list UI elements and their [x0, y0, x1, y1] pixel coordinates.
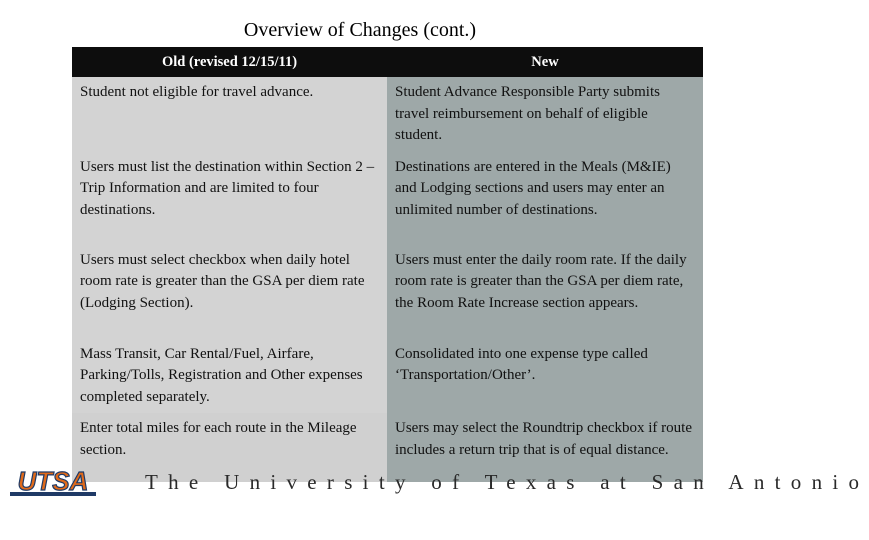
cell-new: Users must enter the daily room rate. If the daily room rate is greater than the GSA per diem rate, the Room Rate Increase section appears. [387, 245, 703, 339]
university-name: The University of Texas at San Antonio [145, 470, 869, 494]
cell-old: Users must select checkbox when daily hotel room rate is greater than the GSA per diem rate (Lodging Section). [72, 245, 387, 339]
table-row [72, 339, 703, 414]
slide-title: Overview of Changes (cont.) [243, 19, 477, 41]
cell-old: Enter total miles for each route in the Mileage section. [72, 413, 387, 482]
logo-text: UTSA [17, 466, 89, 496]
changes-table [72, 47, 703, 482]
table-row [72, 77, 703, 152]
header-old: Old (revised 12/15/11) [72, 47, 387, 77]
cell-old: Users must list the destination within Section 2 – Trip Information and are limited to four destinations. [72, 152, 387, 245]
table-row [72, 152, 703, 245]
cell-new: Consolidated into one expense type called ‘Transportation/Other’. [387, 339, 703, 414]
cell-old: Student not eligible for travel advance. [72, 77, 387, 152]
table-header-row [72, 47, 703, 77]
cell-new: Destinations are entered in the Meals (M&IE) and Lodging sections and users may enter an unlimited number of destinations. [387, 152, 703, 245]
cell-new: Student Advance Responsible Party submits travel reimbursement on behalf of eligible student. [387, 77, 703, 152]
table-row [72, 245, 703, 339]
utsa-logo [8, 462, 98, 502]
cell-new: Users may select the Roundtrip checkbox if route includes a return trip that is of equal distance. [387, 413, 703, 482]
cell-old: Mass Transit, Car Rental/Fuel, Airfare, Parking/Tolls, Registration and Other expenses completed separately. [72, 339, 387, 414]
header-new: New [387, 47, 703, 77]
